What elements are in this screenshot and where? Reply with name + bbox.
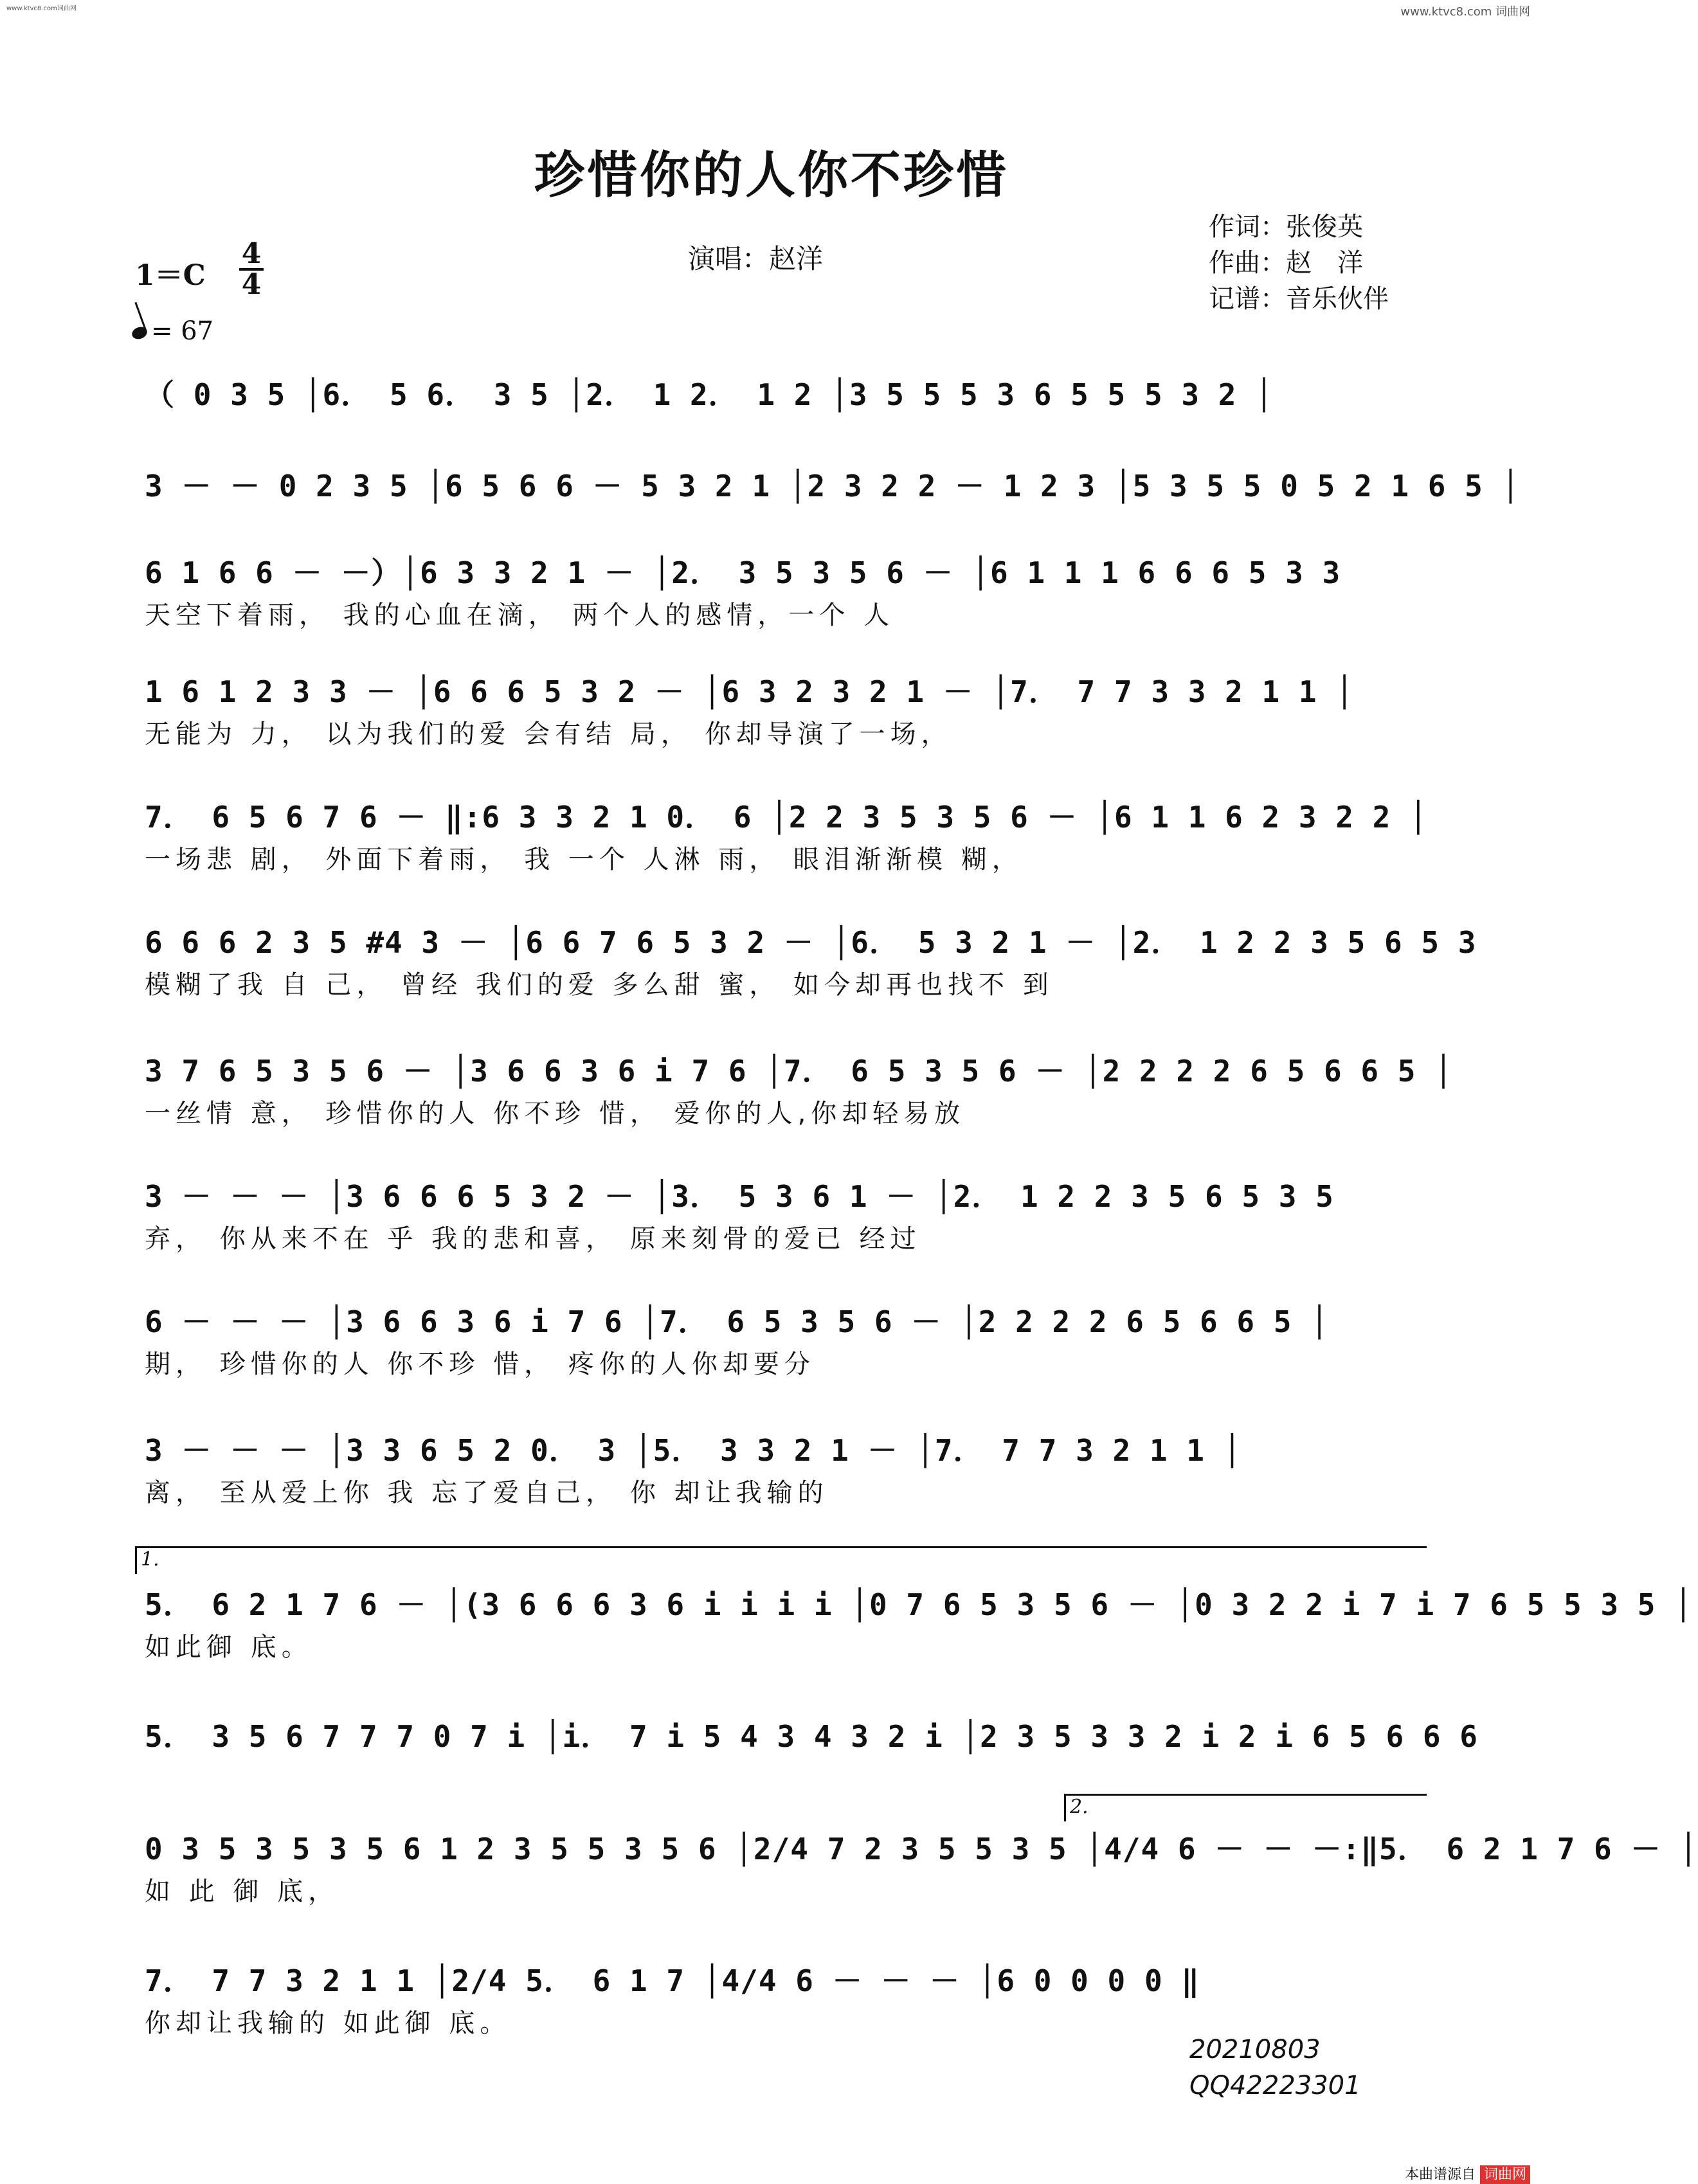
first-ending-bracket: 1. (135, 1546, 1427, 1574)
footer-logo: 词曲网 (1480, 2165, 1530, 2184)
lyrics-line: 期， 珍惜你的人 你不珍 惜， 疼你的人你却要分 (145, 1349, 815, 1379)
score-row (145, 669, 1424, 765)
notation-line: 0 3 5 3 5 3 5 6 1 2 3 5 5 3 5 6 │2/4 7 2 3 5 5 3 5 │4/4 6 － － －:‖5． 6 2 1 7 6 － │ (145, 1832, 1698, 1866)
score-row (145, 1299, 1424, 1395)
transcription-date: 20210803 (1189, 2035, 1321, 2064)
lyrics-line: 离， 至从爱上你 我 忘了爱自己， 你 却让我输的 (145, 1478, 829, 1508)
notation-line: （ 0 3 5 │6． 5 6． 3 5 │2． 1 2． 1 2 │3 5 5 5 3 6 5 5 5 3 2 │ (145, 377, 1274, 412)
lyrics-line: 如此御 底。 (145, 1632, 312, 1662)
tempo-value: = 67 (151, 316, 214, 346)
notation-line: 3 － － － │3 6 6 6 5 3 2 － │3． 5 3 6 1 － │2． 1 2 2 3 5 6 5 3 5 (145, 1179, 1334, 1214)
corner-right-watermark: www.ktvc8.com 词曲网 (1400, 5, 1530, 19)
key-signature: 1＝C (135, 259, 206, 292)
score-row (145, 372, 1424, 468)
second-ending-bracket: 2. (1064, 1794, 1427, 1821)
lyrics-line: 无能为 力， 以为我们的爱 会有结 局， 你却导演了一场， (145, 719, 952, 749)
score-row (145, 1826, 1698, 1922)
singer-credit: 演唱：赵洋 (688, 243, 824, 275)
notation-line: 7． 7 7 3 2 1 1 │2/4 5． 6 1 7 │4/4 6 － － － │6 0 0 0 0 ‖ (145, 1963, 1200, 1998)
score-row (145, 1173, 1424, 1270)
lyrics-line: 模糊了我 自 己， 曾经 我们的爱 多么甜 蜜， 如今却再也找不 到 (145, 970, 1054, 1000)
score-row (145, 919, 1477, 1016)
notation-line: 6 6 6 2 3 5 #4 3 － │6 6 7 6 5 3 2 － │6． 5 3 2 1 － │2． 1 2 2 3 5 6 5 3 (145, 925, 1477, 960)
lyrics-line (145, 508, 1424, 546)
quarter-note-icon (131, 325, 149, 341)
composer-credit: 作曲：赵 洋 (1209, 248, 1363, 278)
notation-line: 6 － － － │3 6 6 3 6 i 7 6 │7． 6 5 3 5 6 － │2 2 2 2 6 5 6 6 5 │ (145, 1304, 1329, 1339)
notation-line: 1 6 1 2 3 3 － │6 6 6 5 3 2 － │6 3 2 3 2 1 － │7． 7 7 3 3 2 1 1 │ (145, 674, 1354, 709)
lyrics-line: 天空下着雨， 我的心血在滴， 两个人的感情，一个 人 (145, 600, 895, 630)
footer-source-text: 本曲谱源自 (1404, 2167, 1476, 2183)
score-row (145, 794, 1428, 890)
notation-line: 7． 6 5 6 7 6 － ‖:6 3 3 2 1 0． 6 │2 2 3 5 3 5 6 － │6 1 1 6 2 3 2 2 │ (145, 800, 1428, 835)
footer-source (1405, 2163, 1530, 2183)
score-row (145, 463, 1521, 559)
time-signature-bottom: 4 (241, 268, 262, 301)
transcriber-qq: QQ42223301 (1189, 2071, 1361, 2100)
lyricist-credit: 作词：张俊英 (1209, 212, 1363, 242)
notation-line: 3 － － 0 2 3 5 │6 5 6 6 － 5 3 2 1 │2 3 2 2 － 1 2 3 │5 3 5 5 0 5 2 1 6 5 │ (145, 469, 1521, 503)
song-title: 珍惜你的人你不珍惜 (534, 147, 1009, 204)
notation-line: 3 7 6 5 3 5 6 － │3 6 6 3 6 i 7 6 │7． 6 5 3 5 6 － │2 2 2 2 6 5 6 6 5 │ (145, 1054, 1453, 1088)
transcriber-credit: 记谱：音乐伙伴 (1209, 284, 1389, 314)
notation-line: 3 － － － │3 3 6 5 2 0． 3 │5． 3 3 2 1 － │7． 7 7 3 2 1 1 │ (145, 1433, 1242, 1468)
lyrics-line (145, 417, 1424, 455)
notation-line: 5． 6 2 1 7 6 － │(3 6 6 6 3 6 i i i i │0 7 6 5 3 5 6 － │0 3 2 2 i 7 i 7 6 5 5 3 5 │ (145, 1587, 1693, 1622)
score-row (145, 550, 1424, 646)
tempo-marking (132, 316, 213, 346)
time-signature-top: 4 (241, 237, 262, 270)
notation-line: 5． 3 5 6 7 7 7 0 7 i │i． 7 i 5 4 3 4 3 2 i │2 3 5 3 3 2 i 2 i 6 5 6 6 6 (145, 1719, 1478, 1754)
corner-left-watermark: www.ktvc8.com词曲网 (6, 5, 77, 12)
score-row (145, 1048, 1453, 1144)
lyrics-line: 一丝情 意， 珍惜你的人 你不珍 惜， 爱你的人,你却轻易放 (145, 1099, 966, 1128)
lyrics-line: 弃， 你从来不在 乎 我的悲和喜， 原来刻骨的爱已 经过 (145, 1224, 921, 1254)
credits-block (1209, 209, 1389, 317)
time-signature (239, 237, 264, 301)
score-row (145, 1427, 1424, 1524)
date-signature (1189, 2032, 1361, 2104)
lyrics-line: 一场悲 剧， 外面下着雨， 我 一个 人淋 雨， 眼泪渐渐模 糊， (145, 845, 1023, 874)
lyrics-line: 你却让我输的 如此御 底。 (145, 2008, 511, 2038)
lyrics-line: 如 此 御 底， (145, 1877, 339, 1906)
lyrics-line (145, 1758, 1424, 1797)
score-row (145, 1582, 1693, 1678)
notation-line: 6 1 6 6 － －）│6 3 3 2 1 － │2． 3 5 3 5 6 － │6 1 1 1 6 6 6 5 3 3 (145, 555, 1341, 590)
